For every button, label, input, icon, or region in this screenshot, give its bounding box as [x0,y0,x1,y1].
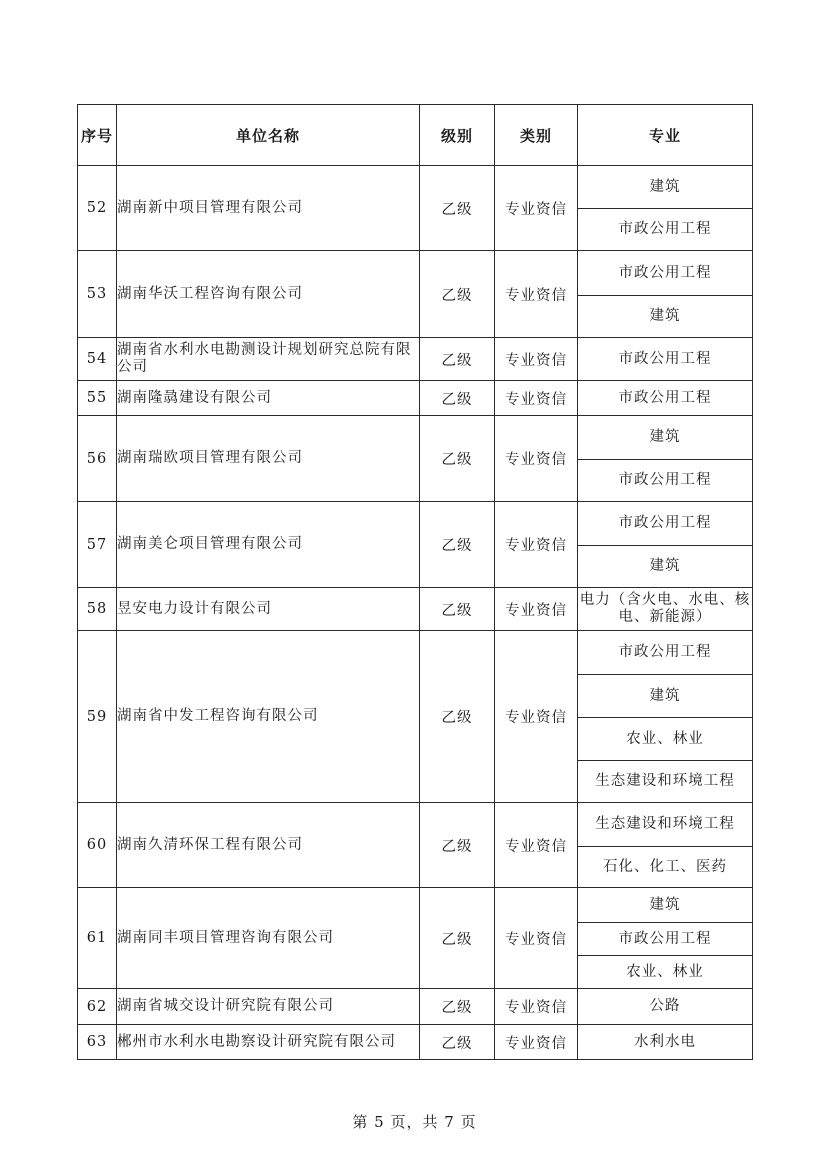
header-seq: 序号 [78,105,117,166]
row-grade: 乙级 [420,989,495,1025]
row-grade: 乙级 [420,502,495,588]
table-row [78,888,753,923]
row-company-name: 湖南新中项目管理有限公司 [117,166,420,251]
row-major: 市政公用工程 [578,502,753,546]
row-seq: 56 [78,416,117,502]
row-seq: 55 [78,381,117,416]
row-type: 专业资信 [495,888,578,989]
row-seq: 63 [78,1025,117,1060]
row-seq: 60 [78,803,117,888]
row-major: 生态建设和环境工程 [578,761,753,803]
row-grade: 乙级 [420,338,495,381]
row-major: 市政公用工程 [578,460,753,502]
qualification-table [77,104,753,1060]
row-major: 市政公用工程 [578,251,753,296]
row-grade: 乙级 [420,888,495,989]
row-company-name: 湖南瑞欧项目管理有限公司 [117,416,420,502]
row-grade: 乙级 [420,381,495,416]
header-grade: 级别 [420,105,495,166]
row-type: 专业资信 [495,381,578,416]
row-major: 农业、林业 [578,718,753,761]
table-body [78,166,753,1060]
row-seq: 59 [78,631,117,803]
row-major: 石化、化工、医药 [578,847,753,888]
row-seq: 52 [78,166,117,251]
row-major: 建筑 [578,166,753,209]
row-major: 市政公用工程 [578,381,753,416]
row-grade: 乙级 [420,803,495,888]
row-major: 电力（含火电、水电、核电、新能源） [578,588,753,631]
row-company-name: 湖南省城交设计研究院有限公司 [117,989,420,1025]
row-seq: 54 [78,338,117,381]
row-seq: 57 [78,502,117,588]
row-grade: 乙级 [420,1025,495,1060]
row-company-name: 湖南省中发工程咨询有限公司 [117,631,420,803]
header-type: 类别 [495,105,578,166]
row-type: 专业资信 [495,338,578,381]
table-row [78,989,753,1025]
row-company-name: 湖南同丰项目管理咨询有限公司 [117,888,420,989]
row-major: 建筑 [578,888,753,923]
row-type: 专业资信 [495,631,578,803]
row-major: 建筑 [578,675,753,718]
table-row [78,166,753,209]
page-footer: 第 5 页，共 7 页 [352,1113,477,1131]
header-name: 单位名称 [117,105,420,166]
table-row [78,338,753,381]
row-seq: 61 [78,888,117,989]
row-major: 市政公用工程 [578,209,753,251]
row-major: 建筑 [578,296,753,338]
row-company-name: 湖南华沃工程咨询有限公司 [117,251,420,338]
row-major: 农业、林业 [578,956,753,989]
row-seq: 58 [78,588,117,631]
header-row [78,105,753,166]
row-company-name: 湖南省水利水电勘测设计规划研究总院有限公司 [117,338,420,381]
row-type: 专业资信 [495,416,578,502]
row-major: 水利水电 [578,1025,753,1060]
row-type: 专业资信 [495,502,578,588]
table-row [78,631,753,675]
row-company-name: 湖南隆骉建设有限公司 [117,381,420,416]
row-grade: 乙级 [420,251,495,338]
row-major: 市政公用工程 [578,338,753,381]
row-major: 建筑 [578,416,753,460]
row-grade: 乙级 [420,631,495,803]
row-type: 专业资信 [495,1025,578,1060]
table-row [78,803,753,847]
row-type: 专业资信 [495,588,578,631]
row-company-name: 湖南久清环保工程有限公司 [117,803,420,888]
row-major: 建筑 [578,546,753,588]
table-row [78,1025,753,1060]
header-major: 专业 [578,105,753,166]
row-grade: 乙级 [420,166,495,251]
row-seq: 53 [78,251,117,338]
row-major: 生态建设和环境工程 [578,803,753,847]
row-company-name: 昱安电力设计有限公司 [117,588,420,631]
row-type: 专业资信 [495,251,578,338]
table-row [78,502,753,546]
row-major: 公路 [578,989,753,1025]
row-seq: 62 [78,989,117,1025]
table-row [78,416,753,460]
table-row [78,251,753,296]
table-row [78,588,753,631]
row-grade: 乙级 [420,588,495,631]
row-type: 专业资信 [495,803,578,888]
row-type: 专业资信 [495,989,578,1025]
table-row [78,381,753,416]
row-major: 市政公用工程 [578,631,753,675]
row-company-name: 湖南美仑项目管理有限公司 [117,502,420,588]
row-grade: 乙级 [420,416,495,502]
row-major: 市政公用工程 [578,923,753,956]
row-type: 专业资信 [495,166,578,251]
row-company-name: 郴州市水利水电勘察设计研究院有限公司 [117,1025,420,1060]
